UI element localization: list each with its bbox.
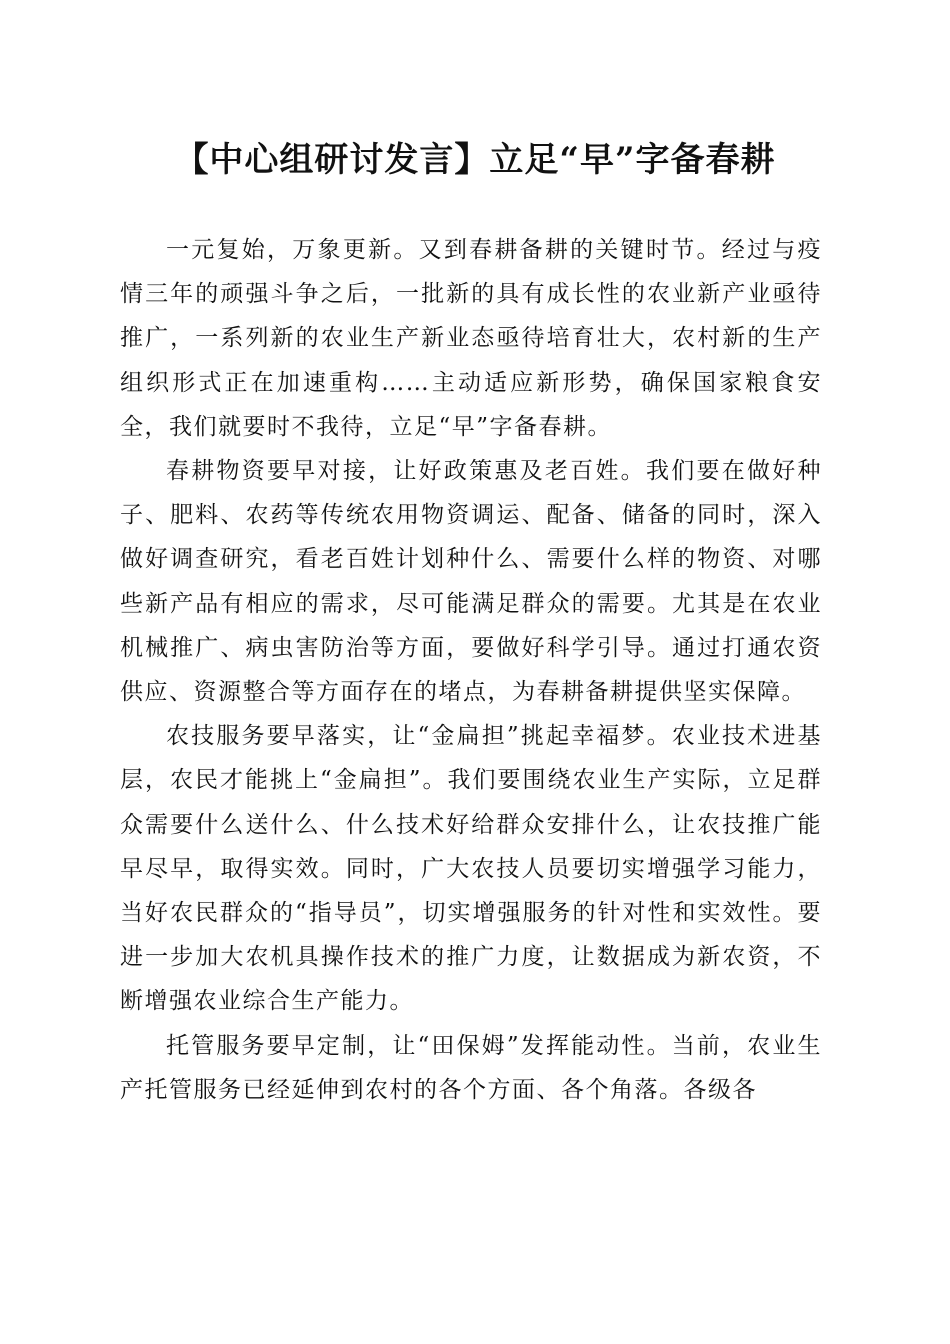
paragraph-3: 农技服务要早落实，让“金扁担”挑起幸福梦。农业技术进基层，农民才能挑上“金扁担”。我们要围绕农业生产实际，立足群众需要什么送什么、什么技术好给群众安排什么，让农技推广能早尽早，取得实效。同时，广大农技人员要切实增强学习能力，当好农民群众的“指导员”，切实增强服务的针对性和实效性。要进一步加大农机具操作技术的推广力度，让数据成为新农资，不断增强农业综合生产能力。 bbox=[120, 723, 822, 1015]
paragraph-4: 托管服务要早定制，让“田保姆”发挥能动性。当前，农业生产托管服务已经延伸到农村的各个方面、各个角落。各级各 bbox=[120, 1032, 822, 1103]
document-title: 【中心组研讨发言】立足“早”字备春耕 bbox=[174, 140, 776, 180]
paragraph-2: 春耕物资要早对接，让好政策惠及老百姓。我们要在做好种子、肥料、农药等传统农用物资调运、配备、储备的同时，深入做好调查研究，看老百姓计划种什么、需要什么样的物资、对哪些新产品有相应的需求，尽可能满足群众的需要。尤其是在农业机械推广、病虫害防治等方面，要做好科学引导。通过打通农资供应、资源整合等方面存在的堵点，为春耕备耕提供坚实保障。 bbox=[120, 458, 822, 706]
document-body bbox=[120, 228, 822, 1112]
paragraph-1: 一元复始，万象更新。又到春耕备耕的关键时节。经过与疫情三年的顽强斗争之后，一批新的具有成长性的农业新产业亟待推广，一系列新的农业生产新业态亟待培育壮大，农村新的生产组织形式正在加速重构……主动适应新形势，确保国家粮食安全，我们就要时不我待，立足“早”字备春耕。 bbox=[120, 237, 822, 440]
